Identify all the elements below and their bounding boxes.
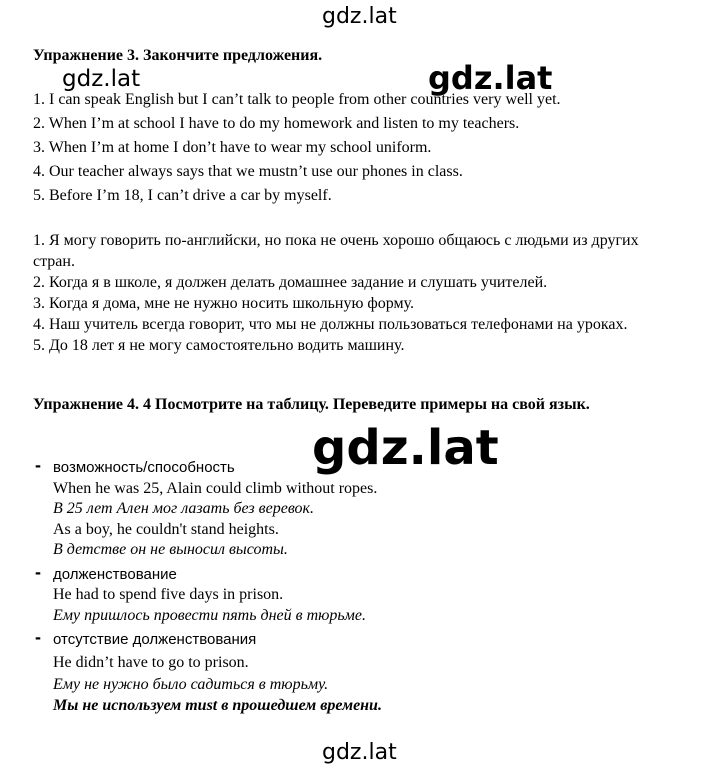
category-ability: возможность/способность: [53, 459, 235, 476]
watermark-center: gdz.lat: [312, 420, 499, 476]
bullet-dash: -: [35, 562, 41, 582]
watermark-left: gdz.lat: [62, 66, 141, 92]
example-sentence: He had to spend five days in prison.: [53, 586, 284, 603]
category-no-obligation: отсутствие долженствования: [53, 631, 257, 648]
bullet-dash: -: [35, 627, 41, 647]
example-sentence: He didn’t have to go to prison.: [53, 654, 249, 671]
russian-translation-4: 4. Наш учитель всегда говорит, что мы не должны пользоваться телефонами на уроках.: [33, 316, 628, 333]
example-translation: Ему не нужно было садиться в тюрьму.: [53, 676, 329, 693]
watermark-bottom: gdz.lat: [322, 740, 397, 765]
russian-translation-1: 1. Я могу говорить по-английски, но пока не очень хорошо общаюсь с людьми из других стран.: [33, 232, 639, 270]
watermark-top: gdz.lat: [322, 4, 397, 29]
example-translation: В 25 лет Ален мог лазать без веревок.: [53, 500, 315, 517]
exercise3-title: Упражнение 3. Закончите предложения.: [33, 47, 323, 64]
watermark-right: gdz.lat: [428, 59, 553, 97]
exercise4-title: Упражнение 4. 4 Посмотрите на таблицу. Переведите примеры на свой язык.: [33, 396, 590, 413]
english-answer-5: 5. Before I’m 18, I can’t drive a car by myself.: [33, 187, 332, 204]
example-sentence: As a boy, he couldn't stand heights.: [53, 521, 279, 538]
russian-translation-3: 3. Когда я дома, мне не нужно носить школьную форму.: [33, 295, 415, 312]
english-answer-4: 4. Our teacher always says that we mustn’t use our phones in class.: [33, 163, 463, 180]
example-sentence: When he was 25, Alain could climb without ropes.: [53, 480, 378, 497]
example-translation: В детстве он не выносил высоты.: [53, 541, 288, 558]
example-translation: Ему пришлось провести пять дней в тюрьме.: [53, 607, 366, 624]
bullet-dash: -: [35, 455, 41, 475]
exercise3-russian-translations: [33, 230, 653, 356]
english-answer-1: 1. I can speak English but I can’t talk to people from other countries very well yet.: [33, 91, 561, 108]
grammar-note: Мы не используем must в прошедшем времени.: [53, 697, 382, 714]
english-answer-3: 3. When I’m at home I don’t have to wear my school uniform.: [33, 139, 432, 156]
russian-translation-5: 5. До 18 лет я не могу самостоятельно водить машину.: [33, 337, 405, 354]
category-obligation: долженствование: [53, 566, 177, 583]
russian-translation-2: 2. Когда я в школе, я должен делать домашнее задание и слушать учителей.: [33, 274, 548, 291]
english-answer-2: 2. When I’m at school I have to do my homework and listen to my teachers.: [33, 115, 520, 132]
